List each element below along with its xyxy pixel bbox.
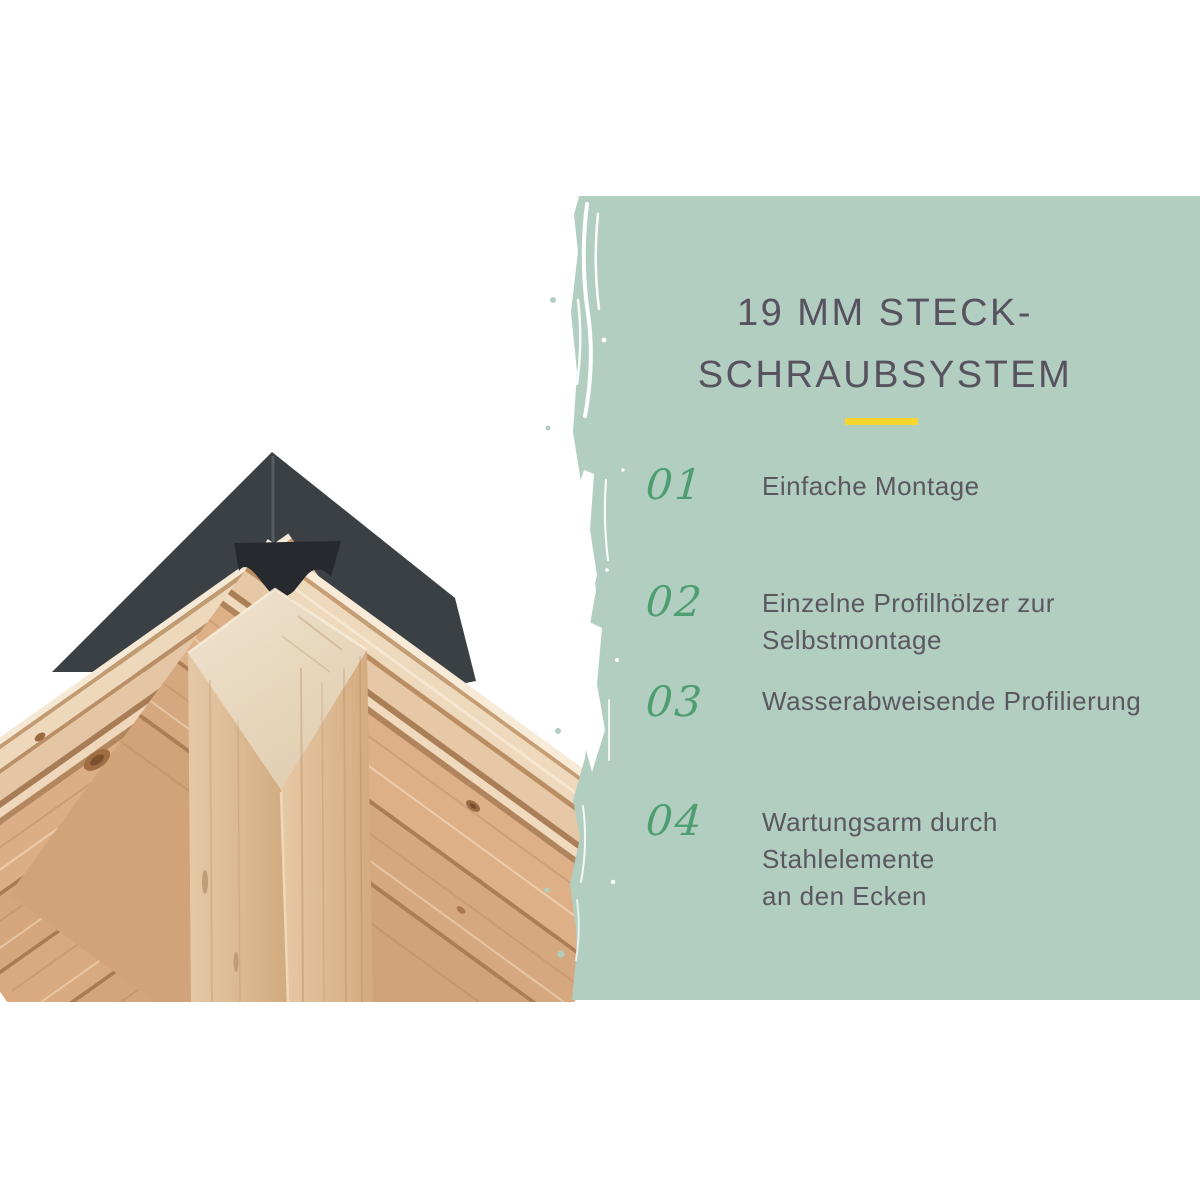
feature-number-01: 01 — [644, 460, 706, 509]
feature-text-line: Einzelne Profilhölzer zur — [762, 588, 1055, 618]
feature-text-line: Selbstmontage — [762, 625, 942, 655]
feature-text-04 — [762, 804, 1162, 915]
page-title — [620, 282, 1150, 406]
page-title-line1: 19 MM STECK- — [736, 292, 1034, 334]
feature-number-02: 02 — [644, 577, 706, 626]
page-title-line2: SCHRAUBSYSTEM — [697, 354, 1073, 396]
feature-text-line: an den Ecken — [762, 881, 928, 911]
feature-text-line: Einfache Montage — [762, 471, 980, 501]
feature-number-03: 03 — [644, 677, 706, 726]
title-underline-accent — [845, 418, 918, 425]
feature-text-line: Wartungsarm durch Stahlelemente — [762, 807, 998, 874]
feature-text-line: Wasserabweisende Profilierung — [762, 686, 1142, 716]
feature-number-04: 04 — [644, 796, 706, 845]
feature-text-03 — [762, 683, 1162, 720]
feature-text-02 — [762, 585, 1162, 659]
feature-text-01 — [762, 468, 1162, 505]
